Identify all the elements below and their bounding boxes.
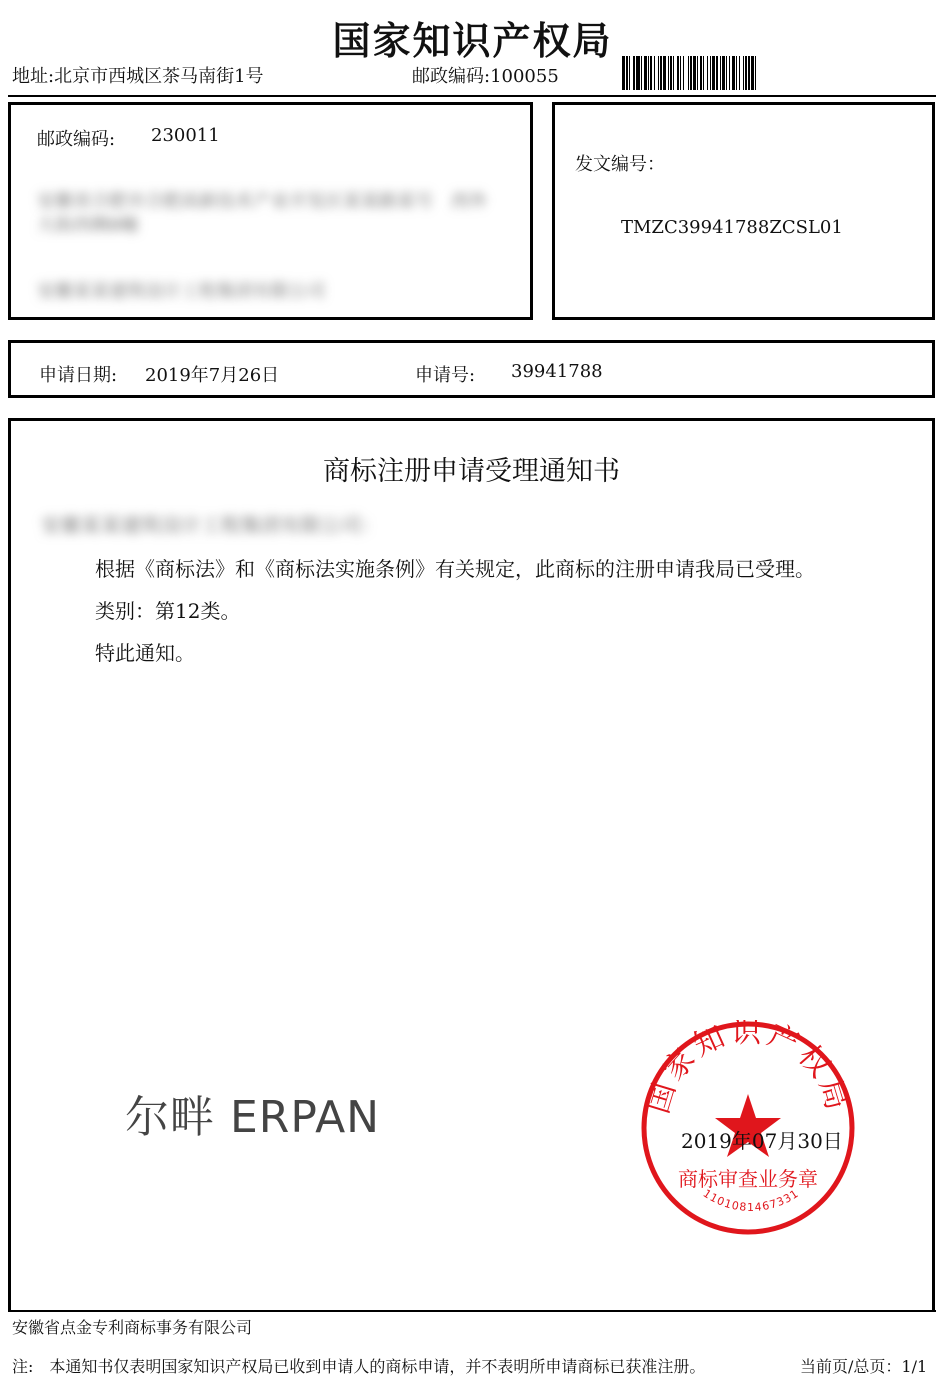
office-address: 地址:北京市西城区茶马南街1号 bbox=[12, 66, 264, 87]
trademark-sample: 尔畔 ERPAN bbox=[125, 1092, 381, 1143]
doc-number-box bbox=[552, 102, 935, 320]
application-date: 2019年7月26日 bbox=[145, 365, 280, 386]
seal-bottom-text: 商标审查业务章 bbox=[678, 1167, 818, 1191]
recipient-postcode: 230011 bbox=[151, 125, 220, 146]
recipient-postcode-label: 邮政编码: bbox=[37, 129, 116, 150]
doc-number-label: 发文编号： bbox=[575, 154, 665, 175]
recipient-address-line2: 大街西侧8幢 bbox=[37, 215, 139, 236]
notice-paragraph-2: 类别：第12类。 bbox=[95, 599, 241, 623]
issuing-office-title: 国家知识产权局 bbox=[332, 19, 613, 63]
agency-name: 安徽省点金专利商标事务有限公司 bbox=[12, 1318, 253, 1337]
notice-addressee: 安徽某某建筑设计工程集团有限公司： bbox=[41, 513, 381, 537]
barcode bbox=[622, 56, 930, 90]
office-postcode: 邮政编码:100055 bbox=[412, 66, 559, 87]
issue-date: 2019年07月30日 bbox=[681, 1129, 843, 1153]
footer-divider bbox=[8, 1310, 936, 1312]
notice-title: 商标注册申请受理通知书 bbox=[323, 456, 620, 487]
notice-paragraph-3: 特此通知。 bbox=[95, 641, 195, 665]
footer-note: 注: 本通知书仅表明国家知识产权局已收到申请人的商标申请，并不表明所申请商标已获准注册。 bbox=[12, 1357, 706, 1376]
application-info-box bbox=[8, 340, 935, 398]
application-number-label: 申请号: bbox=[415, 365, 476, 386]
page-number: 当前页/总页：1/1 bbox=[800, 1357, 928, 1376]
barcode-bar bbox=[756, 56, 758, 90]
seal-top-text: 国家知识产权局 bbox=[640, 1020, 856, 1118]
application-date-label: 申请日期: bbox=[39, 365, 118, 386]
recipient-company: 安徽某某建筑设计工程集团有限公司 bbox=[37, 281, 325, 302]
notice-paragraph-1: 根据《商标法》和《商标法实施条例》有关规定，此商标的注册申请我局已受理。 bbox=[95, 557, 815, 581]
doc-number: TMZC39941788ZCSL01 bbox=[621, 217, 843, 238]
recipient-address-line1: 安徽省合肥市合肥高新技术产业开发区某某路某号 西外 bbox=[37, 191, 487, 212]
header-divider bbox=[8, 95, 936, 97]
seal-number: 1101081467331 bbox=[700, 1186, 802, 1214]
application-number: 39941788 bbox=[511, 361, 603, 382]
recipient-box bbox=[8, 102, 533, 320]
